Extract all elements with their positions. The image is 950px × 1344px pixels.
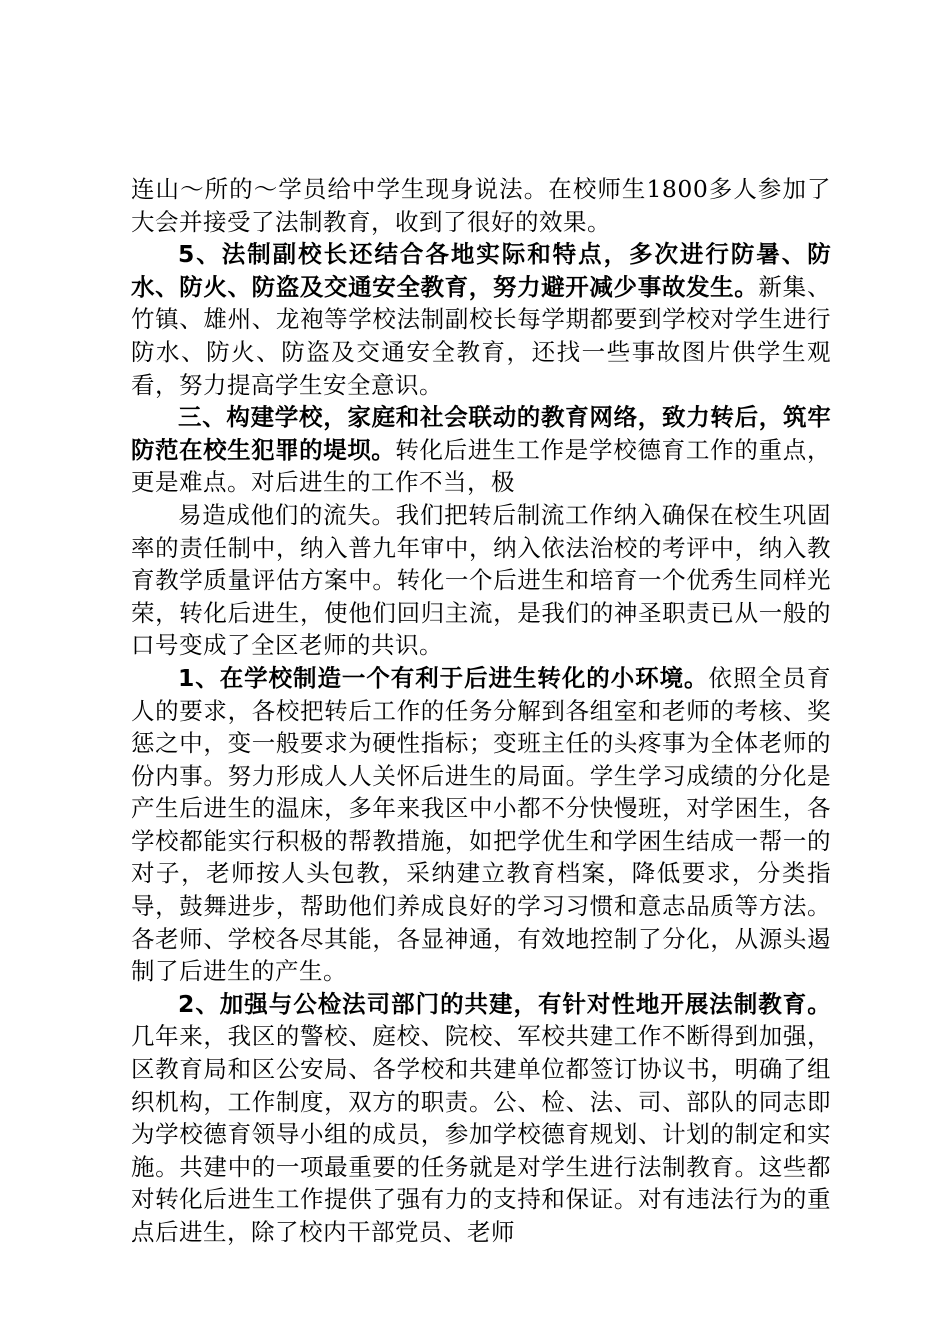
- paragraph-1-body: 连山～所的～学员给中学生现身说法。在校师生1800多人参加了大会并接受了法制教育，收到了很好的效果。: [131, 175, 831, 236]
- paragraph-6: [131, 988, 831, 1249]
- paragraph-3-lead: 三、构建学校，家庭和社会联动的教育网络，致力转后，筑牢防范在校生犯罪的堤坝。: [131, 403, 831, 464]
- paragraph-3-body: 转化后进生工作是学校德育工作的重点，更是难点。对后进生的工作不当，极: [131, 435, 831, 497]
- document-page: [131, 173, 831, 1249]
- paragraph-3: [131, 401, 831, 499]
- paragraph-5-lead: 1、在学校制造一个有利于后进生转化的小环境。: [178, 663, 709, 692]
- paragraph-2-body: 新集、竹镇、雄州、龙袍等学校法制副校长每学期都要到学校对学生进行防水、防火、防盗及交通安全教育，还找一些事故图片供学生观看，努力提高学生安全意识。: [131, 272, 831, 399]
- paragraph-5: [131, 662, 831, 988]
- paragraph-4: [131, 499, 831, 662]
- paragraph-2-lead: 5、法制副校长还结合各地实际和特点，多次进行防暑、防水、防火、防盗及交通安全教育，努力避开减少事故发生。: [131, 240, 831, 301]
- paragraph-1: [131, 173, 831, 238]
- paragraph-5-body: 依照全员育人的要求，各校把转后工作的任务分解到各组室和老师的考核、奖惩之中，变一般要求为硬性指标；变班主任的头疼事为全体老师的份内事。努力形成人人关怀后进生的局面。学生学习成绩的分化是产生后进生的温床，多年来我区中小都不分快慢班，对学困生，各学校都能实行积极的帮教措施，如把学优生和学困生结成一帮一的对子，老师按人头包教，采纳建立教育档案，降低要求，分类指导，鼓舞进步，帮助他们养成良好的学习习惯和意志品质等方法。各老师、学校各尽其能，各显神通，有效地控制了分化，从源头遏制了后进生的产生。: [131, 663, 831, 986]
- paragraph-2: [131, 238, 831, 401]
- paragraph-4-body: 易造成他们的流失。我们把转后制流工作纳入确保在校生巩固率的责任制中，纳入普九年审中，纳入依法治校的考评中，纳入教育教学质量评估方案中。转化一个后进生和培育一个优秀生同样光荣，转化后进生，使他们回归主流，是我们的神圣职责已从一般的口号变成了全区老师的共识。: [131, 500, 831, 660]
- paragraph-6-lead: 2、加强与公检法司部门的共建，有针对性地开展法制教育。: [178, 989, 831, 1018]
- paragraph-6-body: 几年来，我区的警校、庭校、院校、军校共建工作不断得到加强，区教育局和区公安局、各学校和共建单位都签订协议书，明确了组织机构，工作制度，双方的职责。公、检、法、司、部队的同志即为学校德育领导小组的成员，参加学校德育规划、计划的制定和实施。共建中的一项最重要的任务就是对学生进行法制教育。这些都对转化后进生工作提供了强有力的支持和保证。对有违法行为的重点后进生，除了校内干部党员、老师: [131, 1022, 831, 1246]
